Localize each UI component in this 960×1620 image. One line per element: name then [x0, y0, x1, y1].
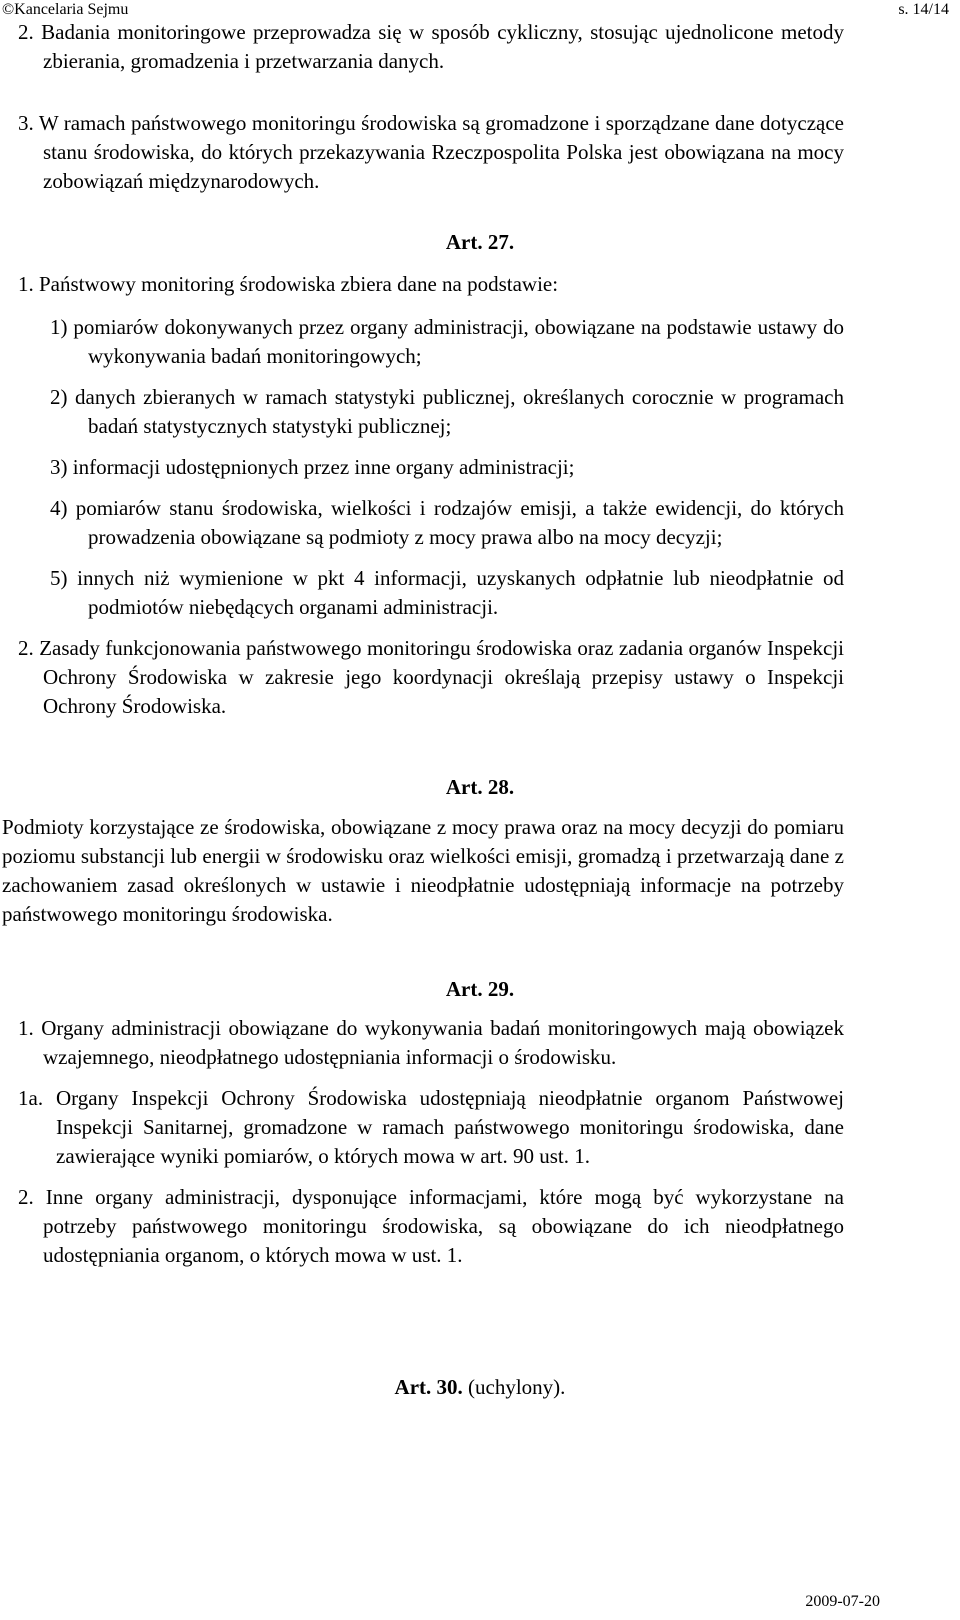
- art29-section: [18, 1014, 844, 1270]
- art27-paragraph-2: 2. Zasady funkcjonowania państwowego monitoringu środowiska oraz zadania organów Inspekcji Ochrony Środowiska w zakresie jego koordynacji określają przepisy ustawy o Inspekcji Ochrony Środowiska.: [18, 636, 844, 718]
- footer-date: 2009-07-20: [805, 1593, 880, 1610]
- list-item: 5) innych niż wymienione w pkt 4 informacji, uzyskanych odpłatnie lub nieodpłatnie od podmiotów niebędących organami administracji.: [50, 566, 844, 619]
- art29-paragraph-1: 1. Organy administracji obowiązane do wykonywania badań monitoringowych mają obowiązek wzajemnego, nieodpłatnego udostępniania informacji o środowisku.: [18, 1016, 844, 1069]
- paragraph-3: 3. W ramach państwowego monitoringu środowiska są gromadzone i sporządzane dane dotyczące stanu środowiska, do których przekazywania Rzeczpospolita Polska jest obowiązana na mocy zobowiązań międzynarodowych.: [18, 111, 844, 193]
- art30-status: (uchylony).: [468, 1375, 566, 1399]
- list-item: 1) pomiarów dokonywanych przez organy administracji, obowiązane na podstawie ustawy do wykonywania badań monitoringowych;: [50, 315, 844, 368]
- list-item: 2) danych zbieranych w ramach statystyki publicznej, określanych corocznie w programach badań statystycznych statystyki publicznej;: [50, 385, 844, 438]
- art29-paragraph-1a: 1a. Organy Inspekcji Ochrony Środowiska udostępniają nieodpłatnie organom Państwowej Inspekcji Sanitarnej, gromadzone w ramach państwowego monitoringu środowiska, dane zawierające wyniki pomiarów, o których mowa w art. 90 ust. 1.: [18, 1086, 844, 1168]
- art30-line: [0, 1373, 960, 1402]
- art27-list: [18, 313, 844, 622]
- header-source: ©Kancelaria Sejmu: [2, 1, 129, 18]
- art27-section: [18, 270, 844, 721]
- paragraph-2: 2. Badania monitoringowe przeprowadza się w sposób cykliczny, stosując ujednolicone metody zbierania, gromadzenia i przetwarzania danych.: [18, 20, 844, 73]
- art29-paragraph-2: 2. Inne organy administracji, dysponujące informacjami, które mogą być wykorzystane na potrzeby państwowego monitoringu środowiska, są obowiązane do ich nieodpłatnego udostępniania organom, o których mowa w ust. 1.: [18, 1185, 844, 1267]
- art27-paragraph-1: 1. Państwowy monitoring środowiska zbiera dane na podstawie:: [18, 272, 559, 296]
- intro-section: [18, 18, 844, 196]
- art27-heading: Art. 27.: [445, 230, 515, 254]
- list-item: 4) pomiarów stanu środowiska, wielkości i rodzajów emisji, a także ewidencji, do których prowadzenia obowiązane są podmioty z mocy prawa albo na mocy decyzji;: [50, 496, 844, 549]
- art28-heading: Art. 28.: [445, 775, 515, 799]
- art29-heading: Art. 29.: [445, 977, 515, 1001]
- art30-heading: Art. 30.: [394, 1375, 463, 1399]
- art28-text: Podmioty korzystające ze środowiska, obowiązane z mocy prawa oraz na mocy decyzji do pomiaru poziomu substancji lub energii w środowisku oraz wielkości emisji, gromadzą i przetwarzają dane z zachowaniem zasad określonych w ustawie i nieodpłatnie udostępniają informacje na potrzeby państwowego monitoringu środowiska.: [2, 815, 844, 926]
- art28-section: [2, 813, 844, 929]
- header-page-number: s. 14/14: [898, 1, 949, 18]
- list-item: 3) informacji udostępnionych przez inne organy administracji;: [50, 455, 575, 479]
